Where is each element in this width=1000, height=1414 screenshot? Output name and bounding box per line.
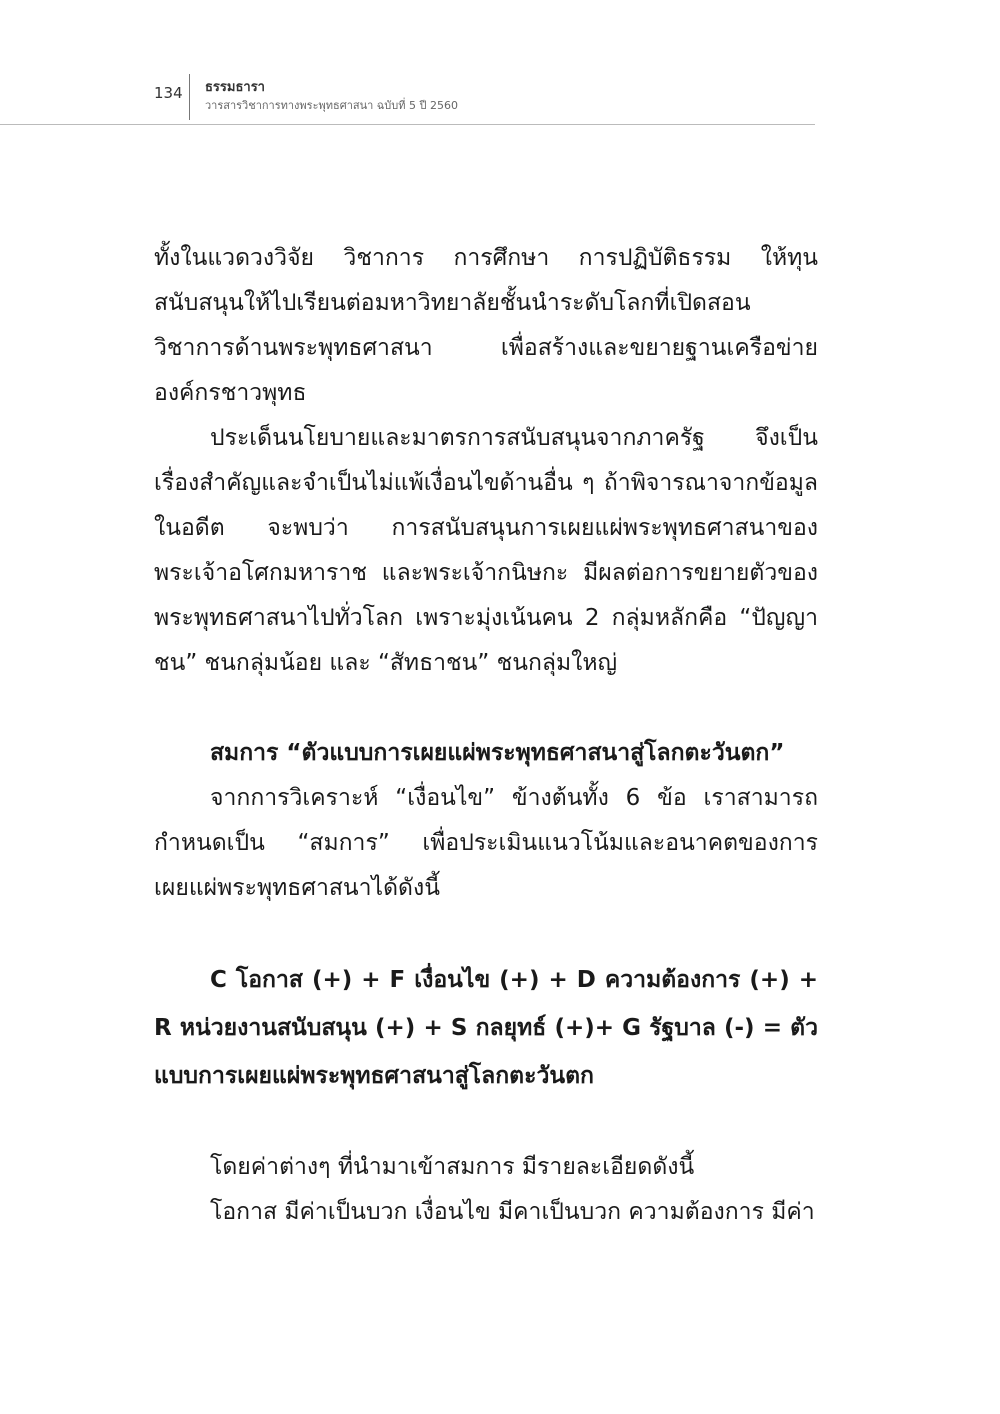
equation-block: C โอกาส (+) + F เงื่อนไข (+) + D ความต้องการ (+) + R หน่วยงานสนับสนุน (+) + S กลยุทธ์ (+)+ G รัฐบาล (-) = ตัวแบบการเผยแผ่พระพุทธศาสนาสู่โลกตะวันตก [154,967,818,1089]
header-rule [0,124,815,125]
spacer [154,686,818,731]
page-number: 134 [154,84,183,102]
paragraph-3: จากการวิเคราะห์ “เงื่อนไข” ข้างต้นทั้ง 6 ข้อ เราสามารถกำหนดเป็น “สมการ” เพื่อประเมินแนวโน้มและอนาคตของการเผยแผ่พระพุทธศาสนาได้ดังนี้ [154,785,818,901]
header-divider [189,74,190,120]
article-body [154,236,818,1235]
spacer [154,911,818,956]
journal-subtitle: วารสารวิชาการทางพระพุทธศาสนา ฉบับที่ 5 ปี 2560 [205,99,458,112]
journal-title: ธรรมธารา [205,80,265,95]
paragraph-4: โดยค่าต่างๆ ที่นำมาเข้าสมการ มีรายละเอียดดังนี้ [210,1154,695,1180]
paragraph-5: โอกาส มีค่าเป็นบวก เงื่อนไข มีคาเป็นบวก ความต้องการ มีค่า [210,1199,815,1225]
section-heading: สมการ “ตัวแบบการเผยแผ่พระพุทธศาสนาสู่โลกตะวันตก” [210,740,785,766]
page-header [0,0,1000,130]
paragraph-2: ประเด็นนโยบายและมาตรการสนับสนุนจากภาครัฐ จึงเป็นเรื่องสำคัญและจำเป็นไม่แพ้เงื่อนไขด้านอื่น ๆ ถ้าพิจารณาจากข้อมูลในอดีต จะพบว่า การสนับสนุนการเผยแผ่พระพุทธศาสนาของพระเจ้าอโศกมหาราช และพระเจ้ากนิษกะ มีผลต่อการขยายตัวของพระพุทธศาสนาไปทั่วโลก เพราะมุ่งเน้นคน 2 กลุ่มหลักคือ “ปัญญาชน” ชนกลุ่มน้อย และ “สัทธาชน” ชนกลุ่มใหญ่ [154,425,818,676]
paragraph-1: ทั้งในแวดวงวิจัย วิชาการ การศึกษา การปฏิบัติธรรม ให้ทุนสนับสนุนให้ไปเรียนต่อมหาวิทยาลัยชั้นนำระดับโลกที่เปิดสอนวิชาการด้านพระพุทธศาสนา เพื่อสร้างและขยายฐานเครือข่ายองค์กรชาวพุทธ [154,245,818,406]
spacer [154,1100,818,1145]
